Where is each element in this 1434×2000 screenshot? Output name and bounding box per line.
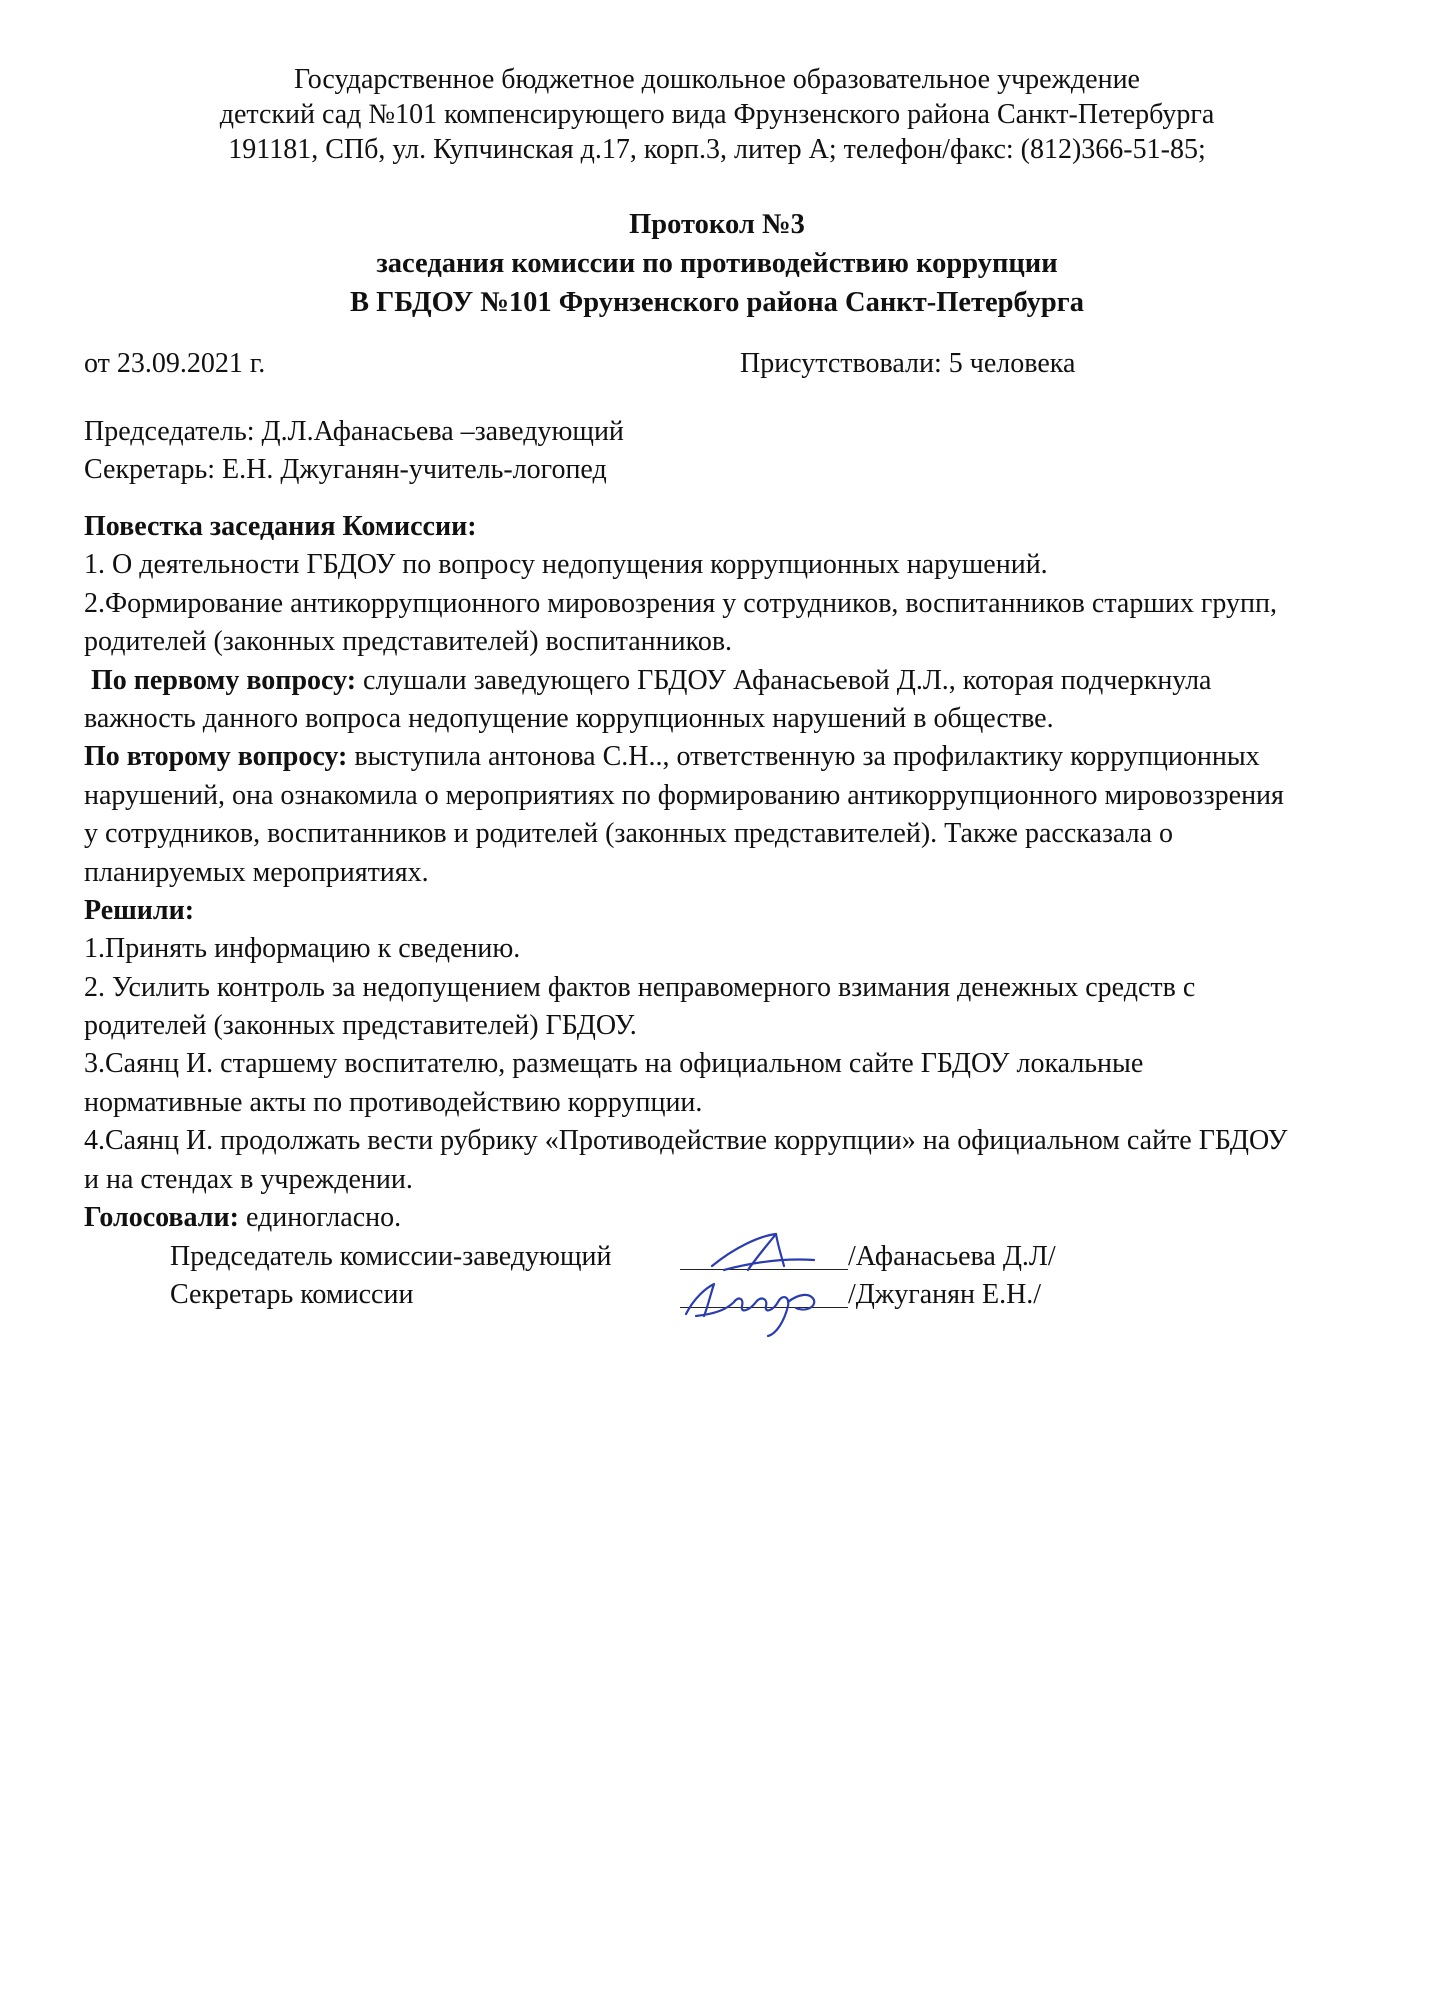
secretary-signature-name: /Джуганян Е.Н./ <box>848 1279 1042 1310</box>
header-line-3: 191181, СПб, ул. Купчинская д.17, корп.3, литер А; телефон/факс: (812)366-51-85; <box>228 134 1206 165</box>
attendance-count: Присутствовали: 5 человека <box>740 348 1076 379</box>
chair-signature-title: Председатель комиссии-заведующий <box>170 1241 612 1272</box>
first-question-line-2: важность данного вопроса недопущение коррупционных нарушений в обществе. <box>84 702 1054 734</box>
agenda-heading: Повестка заседания Комиссии: <box>84 511 477 542</box>
header-line-1: Государственное бюджетное дошкольное образовательное учреждение <box>294 64 1140 95</box>
agenda-item-1: 1. О деятельности ГБДОУ по вопросу недопущения коррупционных нарушений. <box>84 549 1048 581</box>
second-question-line-3: у сотрудников, воспитанников и родителей (законных представителей). Также рассказала о <box>84 818 1174 850</box>
decision-2-line-1: 2. Усилить контроль за недопущением фактов неправомерного взимания денежных средств с <box>84 971 1196 1003</box>
secretary-signature-stroke <box>686 1284 788 1336</box>
second-question-line-4: планируемых мероприятиях. <box>84 856 429 888</box>
vote-label: Голосовали: <box>84 1202 239 1234</box>
decision-4-line-1: 4.Саянц И. продолжать вести рубрику «Противодействие коррупции» на официальном сайте ГБДОУ <box>84 1125 1288 1157</box>
second-question-line-1 <box>84 738 1354 776</box>
decision-1: 1.Принять информацию к сведению. <box>84 933 521 965</box>
chair-line: Председатель: Д.Л.Афанасьева –заведующий <box>84 416 624 447</box>
protocol-title <box>0 205 1434 322</box>
second-question-line-2: нарушений, она ознакомила о мероприятиях по формированию антикоррупционного мировоззрения <box>84 779 1284 811</box>
title-line-3: В ГБДОУ №101 Фрунзенского района Санкт-Петербурга <box>350 287 1084 318</box>
header-line-2: детский сад №101 компенсирующего вида Фрунзенского района Санкт-Петербурга <box>219 99 1215 130</box>
agenda-item-2-line-2: родителей (законных представителей) воспитанников. <box>84 626 733 658</box>
decision-2-line-2: родителей (законных представителей) ГБДОУ. <box>84 1010 637 1042</box>
title-line-2: заседания комиссии по противодействию коррупции <box>376 248 1058 279</box>
first-question-text: слушали заведующего ГБДОУ Афанасьевой Д.Л., которая подчеркнула <box>356 664 1212 696</box>
title-line-1: Протокол №3 <box>629 209 805 240</box>
agenda-item-2-line-1: 2.Формирование антикоррупционного мировозрения у сотрудников, воспитанников старших групп, <box>84 587 1277 619</box>
handwritten-signatures <box>664 1218 884 1338</box>
secretary-line: Секретарь: Е.Н. Джуганян-учитель-логопед <box>84 454 607 485</box>
secretary-signature-title: Секретарь комиссии <box>170 1279 414 1310</box>
roles-block <box>84 413 624 489</box>
protocol-body <box>84 508 1354 1237</box>
second-question-text: выступила антонова С.Н.., ответственную за профилактику коррупционных <box>347 741 1260 773</box>
vote-text: единогласно. <box>238 1202 402 1234</box>
decisions-heading: Решили: <box>84 894 195 926</box>
decision-3-line-1: 3.Саянц И. старшему воспитателю, размещать на официальном сайте ГБДОУ локальные <box>84 1048 1144 1080</box>
first-question-label: По первому вопросу: <box>91 664 357 696</box>
chair-signature-name: /Афанасьева Д.Л/ <box>848 1241 1056 1272</box>
decision-3-line-2: нормативные акты по противодействию коррупции. <box>84 1086 703 1118</box>
decision-4-line-2: и на стендах в учреждении. <box>84 1163 413 1195</box>
first-question-line-1 <box>84 662 1354 700</box>
signature-titles <box>170 1238 612 1314</box>
protocol-date: от 23.09.2021 г. <box>84 348 266 379</box>
chair-signature-stroke <box>712 1234 814 1270</box>
organization-header <box>0 62 1434 167</box>
secretary-signature-stroke <box>788 1295 814 1310</box>
second-question-label: По второму вопросу: <box>84 741 348 773</box>
